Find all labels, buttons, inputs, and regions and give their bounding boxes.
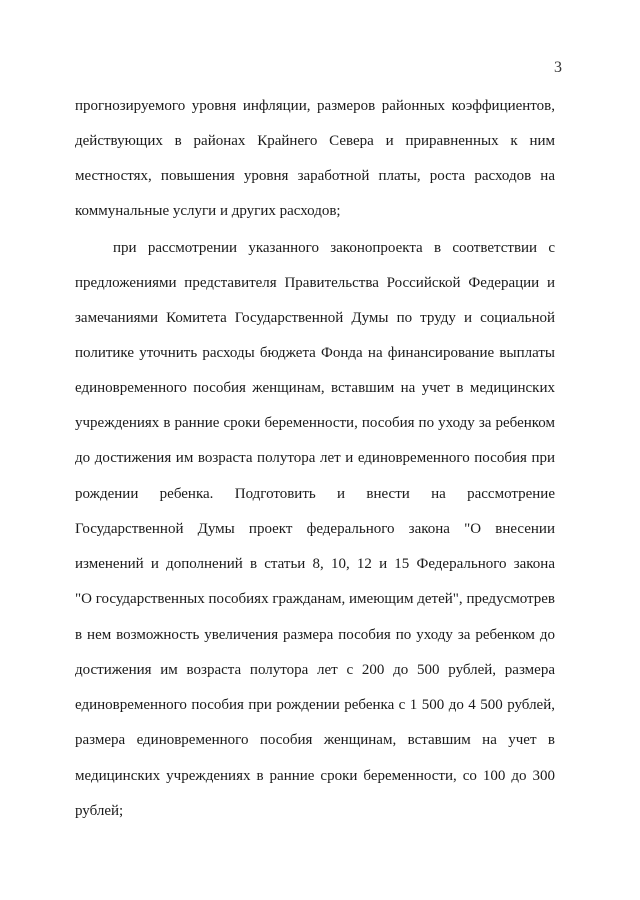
paragraph-2-line-2: предложениями представителя Правительства Российской Федерации и: [75, 275, 555, 291]
paragraph-2-line-4: политике уточнить расходы бюджета Фонда на финансирование выплаты: [75, 345, 555, 361]
paragraph-2-line-9: Государственной Думы проект федерального закона "О внесении: [75, 521, 555, 537]
paragraph-2-line-14: единовременного пособия при рождении ребенка с 1 500 до 4 500 рублей,: [75, 697, 555, 713]
paragraph-2-line-8: рождении ребенка. Подготовить и внести на рассмотрение: [75, 486, 555, 502]
paragraph-2-line-16: медицинских учреждениях в ранние сроки беременности, со 100 до 300: [75, 768, 555, 784]
paragraph-2-line-10: изменений и дополнений в статьи 8, 10, 12 и 15 Федерального закона: [75, 556, 555, 572]
paragraph-2-line-1: при рассмотрении указанного законопроекта в соответствии с: [113, 240, 555, 256]
paragraph-2-line-7: до достижения им возраста полутора лет и единовременного пособия при: [75, 450, 555, 466]
paragraph-2-line-6: учреждениях в ранние сроки беременности, пособия по уходу за ребенком: [75, 415, 555, 431]
paragraph-2-line-15: размера единовременного пособия женщинам, вставшим на учет в: [75, 732, 555, 748]
paragraph-1-line-2: действующих в районах Крайнего Севера и приравненных к ним: [75, 133, 555, 149]
paragraph-1-line-1: прогнозируемого уровня инфляции, размеров районных коэффициентов,: [75, 98, 555, 114]
paragraph-2-line-11: "О государственных пособиях гражданам, имеющим детей", предусмотрев: [75, 591, 555, 607]
page-number: 3: [554, 59, 562, 76]
paragraph-1-line-3: местностях, повышения уровня заработной платы, роста расходов на: [75, 168, 555, 184]
paragraph-2-line-3: замечаниями Комитета Государственной Думы по труду и социальной: [75, 310, 555, 326]
paragraph-2-line-13: достижения им возраста полутора лет с 200 до 500 рублей, размера: [75, 662, 555, 678]
paragraph-2-line-12: в нем возможность увеличения размера пособия по уходу за ребенком до: [75, 627, 555, 643]
paragraph-2-line-17: рублей;: [75, 803, 124, 819]
paragraph-2-line-5: единовременного пособия женщинам, вставшим на учет в медицинских: [75, 380, 555, 396]
paragraph-1-line-4: коммунальные услуги и других расходов;: [75, 203, 341, 219]
